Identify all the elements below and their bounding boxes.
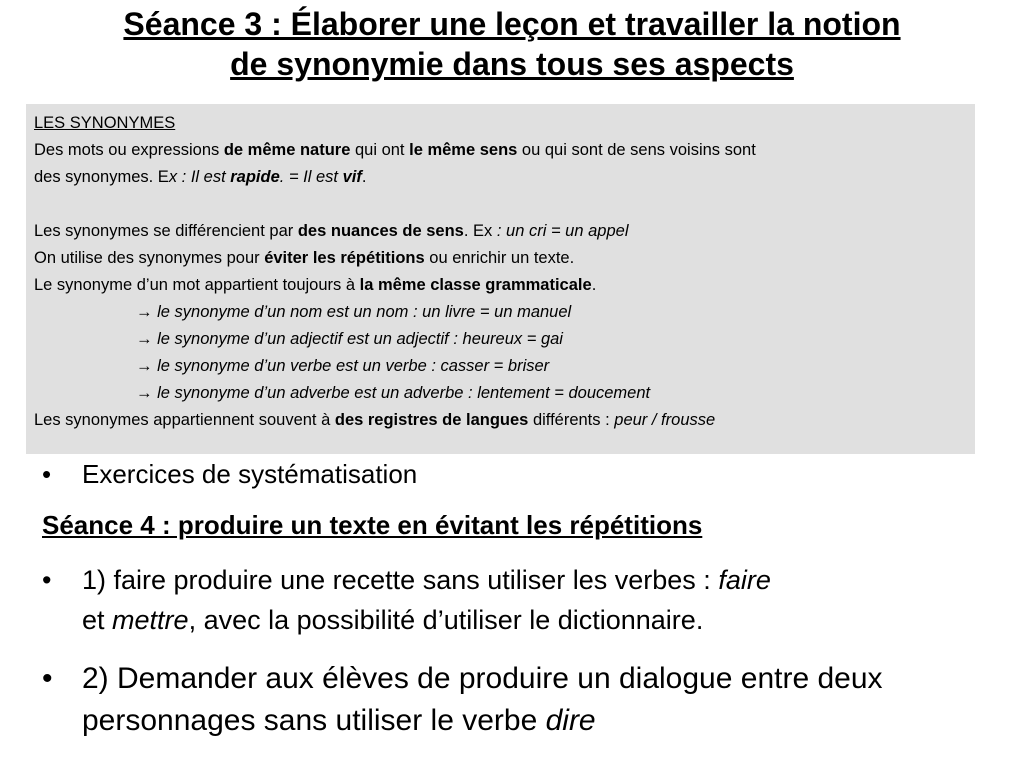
list-item: → le synonyme d’un adjectif est un adjectif : heureux = gai [136,330,563,348]
list-item: → le synonyme d’un verbe est un verbe : casser = briser [136,357,550,375]
bullet-text: 2) Demander aux élèves de produire un dialogue entre deux personnages sans utiliser le verbe dire [82,662,883,737]
definition-line: Des mots ou expressions de même nature qui ont le même sens ou qui sont de sens voisins sont [34,141,756,159]
bullet-icon: • [42,565,52,595]
registre-line: Les synonymes appartiennent souvent à des registres de langues différents : peur / frousse [34,411,716,429]
example-line: des synonymes. Ex : Il est rapide. = Il est vif. [34,168,367,186]
bullet-icon: • [42,662,53,695]
list-item: → le synonyme d’un nom est un nom : un livre = un manuel [136,303,572,321]
title-line-1: Séance 3 : Élaborer une leçon et travailler la notion [123,6,901,42]
arrow-icon: → [136,384,153,402]
definition-box [26,104,975,454]
arrow-icon: → [136,357,153,375]
slide-title [40,4,984,84]
bullet-text: 1) faire produire une recette sans utiliser les verbes : faire et mettre, avec la possibilité d’utiliser le dictionnaire. [82,565,771,635]
nuance-line: Les synonymes se différencient par des nuances de sens. Ex : un cri = un appel [34,222,629,240]
bullet-text: Exercices de systématisation [82,459,418,489]
arrow-icon: → [136,303,153,321]
bullet-dialogue [42,658,982,742]
title-line-2: de synonymie dans tous ses aspects [230,46,794,82]
box-heading: LES SYNONYMES [34,114,176,132]
classe-line: Le synonyme d’un mot appartient toujours à la même classe grammaticale. [34,276,597,294]
bullet-exercices [42,456,417,492]
bullet-recette [42,560,982,640]
seance4-heading: Séance 4 : produire un texte en évitant les répétitions [42,510,703,540]
list-item: → le synonyme d’un adverbe est un adverbe : lentement = doucement [136,384,651,402]
repetition-line: On utilise des synonymes pour éviter les répétitions ou enrichir un texte. [34,249,575,267]
bullet-icon: • [42,459,52,489]
arrow-icon: → [136,330,153,348]
